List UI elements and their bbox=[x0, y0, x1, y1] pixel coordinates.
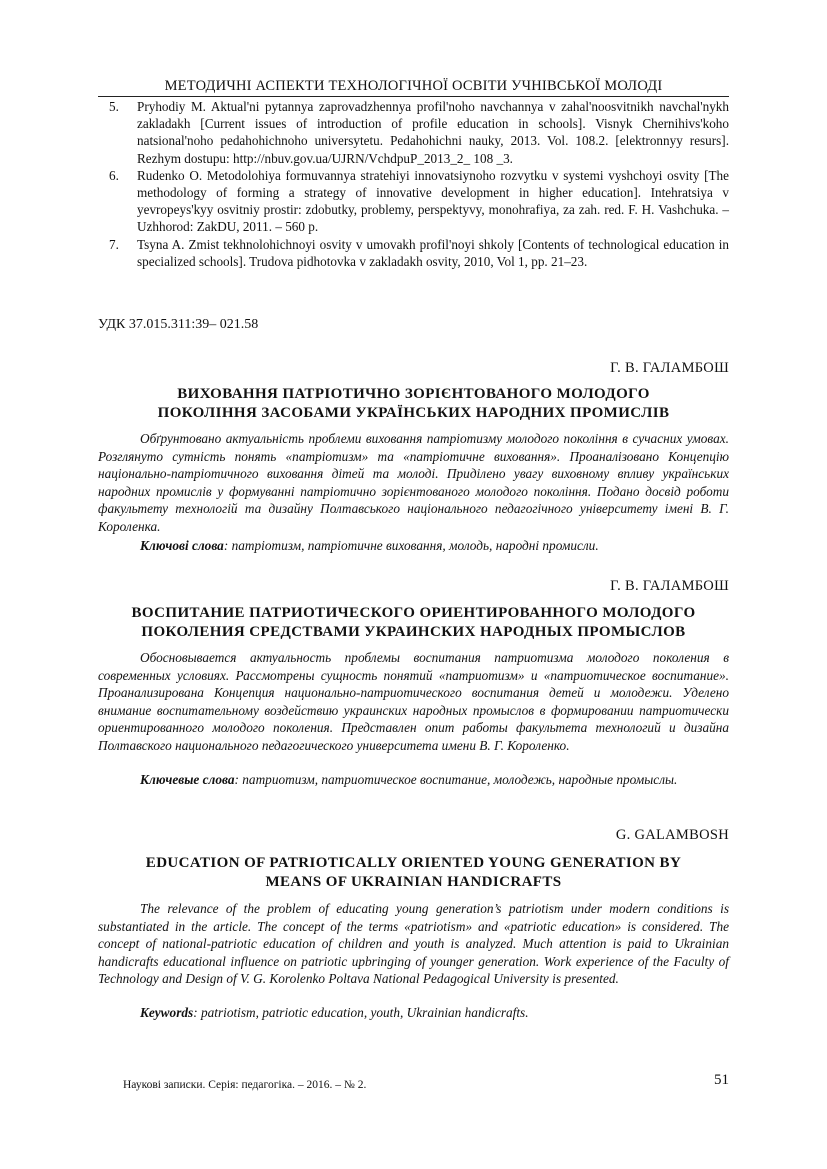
abstract-ua bbox=[98, 430, 729, 536]
abstract-ua-text: Обґрунтовано актуальність проблеми виховання патріотизму молодого покоління в сучасних умовах. Розглянуто сутність понять «патріотизм» та «патріотичне виховання». Проаналізовано Концепцію національно-патріотичного виховання дітей та молоді. Приділено увагу виховному впливу українських народних промислів у формуванні патріотично зорієнтованого молодого покоління. Подано досвід роботи факультету технологій та дизайну Полтавського національного педагогічного університету імені В. Г. Короленка. bbox=[98, 431, 729, 534]
reference-number: 6. bbox=[109, 167, 119, 183]
title-en-line1: EDUCATION OF PATRIOTICALLY ORIENTED YOUNG GENERATION BY bbox=[145, 855, 682, 871]
keywords-en-text: : patriotism, patriotic education, youth, Ukrainian handicrafts. bbox=[193, 1005, 529, 1020]
keywords-ua-text: : патріотизм, патріотичне виховання, молодь, народні промисли. bbox=[223, 538, 599, 553]
abstract-ru-text: Обосновывается актуальность проблемы воспитания патриотизма молодого поколения в современных условиях. Рассмотрены сущность понятий «патриотизм» и «патриотическое воспитание». Проанализирована Концепция национально-патриотического воспитания детей и молодежи. Уделено внимание воспитательному воздействию украинских народных промыслов в формировании патриотически ориентированного молодого поколения. Представлен опит работы факультета технологий и дизайна Полтавского национального педагогического университета имени В. Г. Короленко. bbox=[98, 650, 729, 753]
abstract-en bbox=[98, 900, 729, 988]
abstract-en-text: The relevance of the problem of educating young generation’s patriotism under modern conditions is substantiated in the article. The concept of the terms «patriotism» and «patriotic education» is considered. The concept of national-patriotic education of children and youth is analyzed. Much attention is paid to Ukrainian handicrafts educational influence on patriotic upbringing of younger generation. Work experience of the Faculty of Technology and Design of V. G. Korolenko Poltava National Pedagogical University is presented. bbox=[98, 901, 729, 987]
author-ru: Г. В. ГАЛАМБОШ bbox=[610, 578, 729, 594]
keywords-en bbox=[98, 1004, 729, 1022]
reference-item bbox=[109, 167, 729, 236]
reference-text: Tsyna A. Zmist tekhnolohichnoyi osvity v umovakh profil'noyi shkoly [Contents of technological education in specialized schools]. Trudova pidhotovka v zakladakh osvity, 2010, Vol 1, pp. 21–23. bbox=[137, 236, 729, 269]
title-ru bbox=[98, 604, 729, 642]
author-en: G. GALAMBOSH bbox=[615, 827, 729, 843]
keywords-en-label: Keywords bbox=[140, 1005, 194, 1020]
title-ru-line2: ПОКОЛЕНИЯ СРЕДСТВАМИ УКРАИНСКИХ НАРОДНЫХ ПРОМЫСЛОВ bbox=[141, 624, 686, 640]
udc-code: УДК 37.015.311:39– 021.58 bbox=[98, 317, 259, 332]
reference-number: 5. bbox=[109, 99, 119, 114]
running-header: МЕТОДИЧНІ АСПЕКТИ ТЕХНОЛОГІЧНОЇ ОСВІТИ УЧНІВСЬКОЇ МОЛОДІ bbox=[98, 78, 729, 97]
title-ua-line1: ВИХОВАННЯ ПАТРІОТИЧНО ЗОРІЄНТОВАНОГО МОЛОДОГО bbox=[177, 386, 650, 402]
reference-text: Pryhodiy M. Aktual'ni pytannya zaprovadzhennya profil'noho navchannya v zahal'noosvitnikh navchal'nykh zakladakh [Current issues of introduction of profile education in schools]. Visnyk Chernihivs'koho natsional'noho pedahohichnoho universytetu. Pedahohichni nauky, 2013. Vol. 108.2. [elektronnyy resurs]. Rezhym dostupu: http://nbuv.gov.ua/UJRN/VchdpuP_2013_2_ 108 _3. bbox=[137, 99, 729, 166]
reference-number: 7. bbox=[109, 236, 119, 252]
page-number: 51 bbox=[714, 1072, 729, 1088]
footer-journal: Наукові записки. Серія: педагогіка. – 2016. – № 2. bbox=[123, 1079, 367, 1091]
abstract-ru bbox=[98, 649, 729, 755]
keywords-ru bbox=[98, 771, 729, 789]
title-en-line2: MEANS OF UKRAINIAN HANDICRAFTS bbox=[265, 874, 562, 890]
title-ua bbox=[98, 385, 729, 423]
keywords-ua-label: Ключові слова bbox=[140, 538, 224, 553]
reference-text: Rudenko O. Metodolohiya formuvannya stratehiyi innovatsiynoho rozvytku v systemi vyshchoyi osvity [The methodology of forming a strategy of innovative development in higher education]. Intehratsiya v yevropeys'kyy osvitniy prostir: zdobutky, problemy, perspektyvy, monohrafiya, za zah. red. F. H. Vashchuka. – Uzhhorod: ZakDU, 2011. – 560 p. bbox=[137, 167, 729, 235]
title-ru-line1: ВОСПИТАНИЕ ПАТРИОТИЧЕСКОГО ОРИЕНТИРОВАННОГО МОЛОДОГО bbox=[131, 605, 696, 621]
keywords-ru-text: : патриотизм, патриотическое воспитание, молодежь, народные промыслы. bbox=[234, 772, 678, 787]
title-ua-line2: ПОКОЛІННЯ ЗАСОБАМИ УКРАЇНСЬКИХ НАРОДНИХ ПРОМИСЛІВ bbox=[157, 405, 670, 421]
title-en bbox=[98, 854, 729, 892]
keywords-ua bbox=[98, 537, 729, 555]
reference-list bbox=[109, 98, 729, 270]
reference-item bbox=[109, 98, 729, 167]
keywords-ru-label: Ключевые слова bbox=[140, 772, 235, 787]
author-ua: Г. В. ГАЛАМБОШ bbox=[610, 360, 729, 376]
reference-item bbox=[109, 236, 729, 270]
